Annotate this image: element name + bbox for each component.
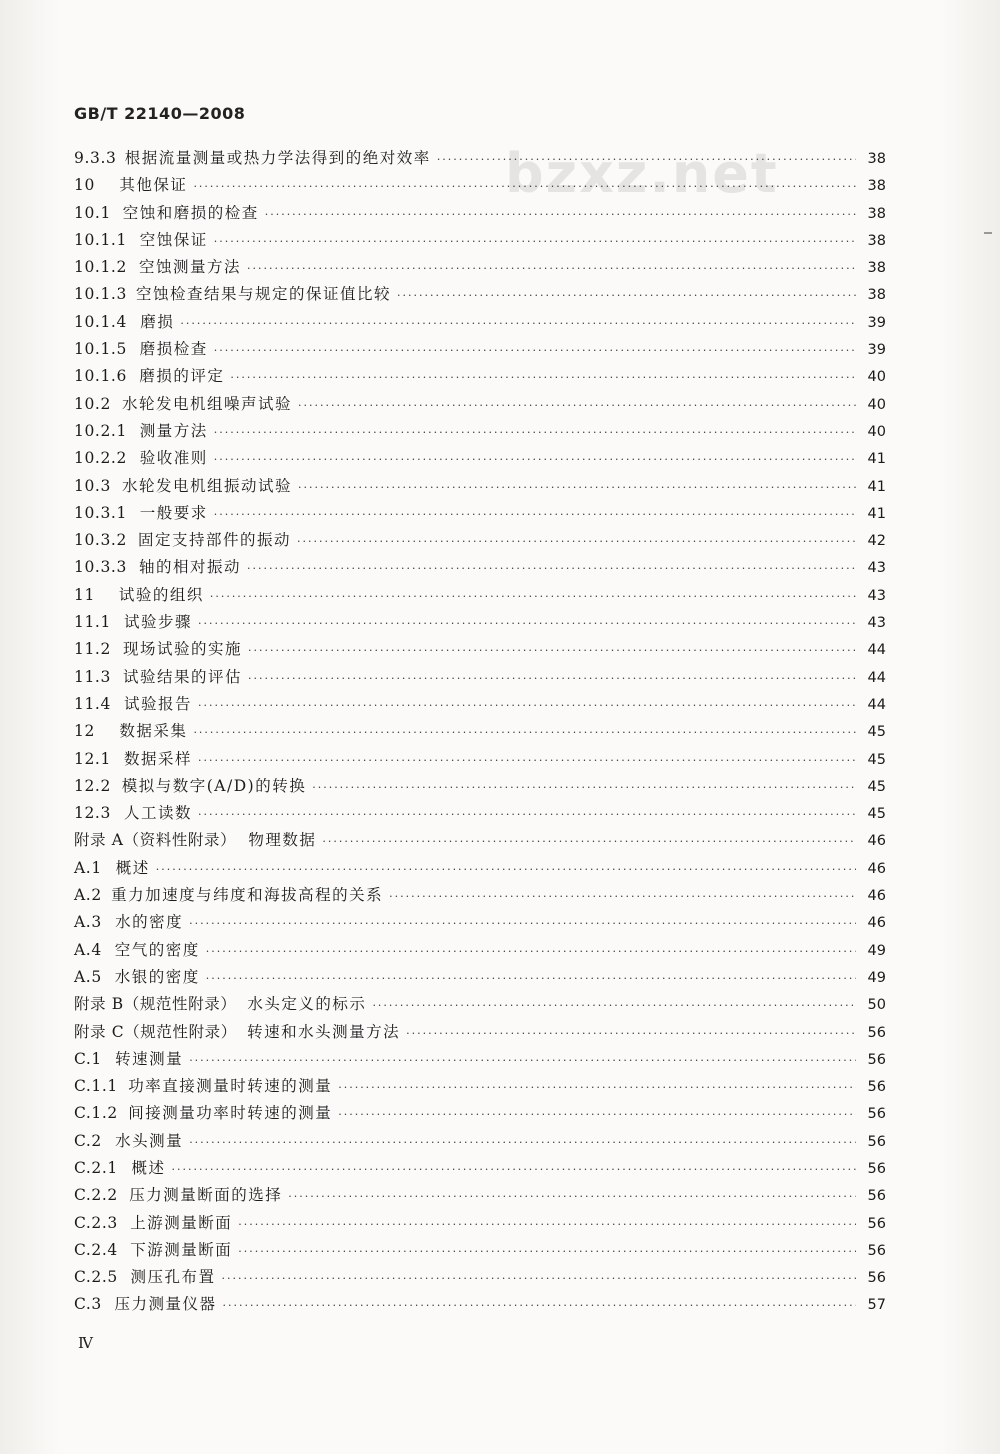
toc-entry: [74, 636, 886, 663]
toc-entry: [74, 746, 886, 773]
toc-entry-page: 46: [867, 888, 886, 905]
toc-entry-number: 10.2.1: [74, 421, 127, 440]
toc-entry: [74, 827, 886, 854]
toc-entry: [74, 281, 886, 308]
toc-entry-page: 45: [867, 751, 886, 768]
toc-entry-page: 44: [867, 642, 886, 659]
toc-entry-number: 10.3.3: [74, 558, 127, 577]
toc-entry-title: 水轮发电机组噪声试验: [122, 394, 293, 413]
toc-entry-title: 空蚀检查结果与规定的保证值比较: [136, 285, 392, 304]
toc-entry-number: C.2.2: [74, 1186, 118, 1205]
standard-number: GB/T 22140—2008: [74, 104, 246, 123]
toc-leader-dots: [222, 1265, 856, 1292]
toc-leader-dots: [193, 719, 856, 746]
toc-leader-dots: [214, 337, 856, 364]
toc-entry-number: A.2: [74, 886, 102, 905]
toc-leader-dots: [322, 828, 856, 855]
toc-entry-title: 试验步骤: [124, 613, 193, 632]
toc-leader-dots: [198, 610, 856, 637]
toc-entry-number: C.1.2: [74, 1104, 118, 1123]
toc-entry-title: 磨损检查: [139, 340, 208, 359]
toc-entry: [74, 473, 886, 500]
toc-entry-page: 38: [867, 151, 886, 167]
toc-entry-page: 38: [867, 205, 886, 222]
toc-leader-dots: [406, 1020, 856, 1047]
toc-entry-page: 39: [867, 342, 886, 359]
toc-entry-page: 39: [867, 314, 886, 331]
toc-entry-number: A.5: [74, 967, 102, 986]
toc-entry: [74, 582, 886, 609]
toc-entry-title: 试验的组织: [118, 585, 204, 604]
toc-entry-number: C.1: [74, 1049, 102, 1068]
toc-entry-title: 试验结果的评估: [123, 667, 243, 686]
toc-entry: [74, 200, 886, 227]
toc-leader-dots: [248, 637, 856, 664]
toc-entry-title: 重力加速度与纬度和海拔高程的关系: [111, 886, 384, 905]
toc-entry-title: 水头测量: [115, 1131, 184, 1150]
toc-entry-title: 测量方法: [139, 421, 208, 440]
toc-leader-dots: [238, 1211, 856, 1238]
toc-leader-dots: [156, 856, 856, 883]
toc-entry-title: 空蚀测量方法: [139, 258, 242, 277]
toc-entry-title: 水银的密度: [114, 967, 200, 986]
toc-entry-page: 49: [867, 942, 886, 959]
toc-entry-page: 41: [867, 451, 886, 468]
toc-entry-title: 人工读数: [124, 804, 193, 823]
toc-entry-page: 45: [867, 806, 886, 823]
toc-leader-dots: [214, 228, 856, 255]
toc-entry: [74, 309, 886, 336]
toc-entry-title: 水的密度: [115, 913, 184, 932]
toc-entry: [74, 227, 886, 254]
toc-entry: [74, 1291, 886, 1318]
toc-entry-page: 38: [867, 232, 886, 249]
toc-entry-title: 空蚀保证: [139, 230, 208, 249]
toc-entry-page: 43: [867, 587, 886, 604]
toc-entry: [74, 855, 886, 882]
toc-leader-dots: [312, 774, 856, 801]
toc-entry-number: 9.3.3: [74, 149, 117, 167]
toc-entry-number: 12: [74, 722, 95, 741]
toc-entry-number: A.4: [74, 940, 102, 959]
toc-leader-dots: [230, 364, 856, 391]
toc-entry: [74, 664, 886, 691]
toc-entry: [74, 773, 886, 800]
toc-entry-page: 42: [867, 533, 886, 550]
page-folio: Ⅳ: [78, 1334, 93, 1352]
toc-entry-page: 56: [867, 1160, 886, 1177]
toc-entry-page: 56: [867, 1079, 886, 1096]
toc-entry-title: 空气的密度: [114, 940, 200, 959]
toc-entry: [74, 1155, 886, 1182]
toc-entry-title: 概述: [131, 1158, 166, 1177]
toc-entry-page: 45: [867, 778, 886, 795]
toc-entry-title: 验收准则: [139, 449, 208, 468]
toc-entry-page: 56: [867, 1188, 886, 1205]
toc-entry-title: 磨损: [140, 312, 175, 331]
toc-leader-dots: [265, 201, 856, 228]
toc-entry-number: 11.4: [74, 694, 111, 713]
toc-entry-page: 44: [867, 669, 886, 686]
toc-entry-title: 数据采样: [124, 749, 193, 768]
toc-leader-dots: [338, 1101, 856, 1128]
toc-leader-dots: [238, 1238, 856, 1265]
toc-entry-title: 根据流量测量或热力学法得到的绝对效率: [124, 149, 431, 167]
toc-entry-title: 其他保证: [119, 176, 188, 195]
toc-entry-title: 压力测量仪器: [114, 1295, 217, 1314]
toc-entry-page: 56: [867, 1106, 886, 1123]
toc-leader-dots: [372, 992, 856, 1019]
toc-leader-dots: [437, 146, 856, 173]
toc-entry-number: 10.2.2: [74, 449, 127, 468]
toc-entry-page: 46: [867, 833, 886, 850]
toc-leader-dots: [338, 1074, 856, 1101]
toc-entry-title: 测压孔布置: [130, 1268, 216, 1287]
toc-entry: [74, 172, 886, 199]
toc-entry-title: 试验报告: [124, 694, 193, 713]
toc-entry: [74, 1073, 886, 1100]
toc-entry-title: 水头定义的标示: [247, 995, 367, 1014]
toc-entry-page: 56: [867, 1270, 886, 1287]
toc-entry: [74, 145, 886, 172]
toc-entry: [74, 609, 886, 636]
toc-leader-dots: [210, 583, 856, 610]
toc-entry: [74, 1237, 886, 1264]
toc-entry-page: 45: [867, 724, 886, 741]
toc-entry-title: 现场试验的实施: [123, 640, 243, 659]
toc-entry: [74, 882, 886, 909]
toc-entry-number: 11.3: [74, 667, 111, 686]
toc-entry: [74, 1182, 886, 1209]
toc-entry-page: 46: [867, 860, 886, 877]
toc-entry-page: 40: [867, 369, 886, 386]
toc-leader-dots: [180, 310, 856, 337]
toc-entry-title: 固定支持部件的振动: [138, 531, 292, 550]
watermark: bzxz.net: [505, 142, 779, 205]
toc-entry-title: 功率直接测量时转速的测量: [128, 1077, 333, 1096]
toc-leader-dots: [298, 392, 856, 419]
toc-entry-number: 10.1.5: [74, 340, 127, 359]
toc-leader-dots: [223, 1292, 856, 1319]
toc-entry-number: 10.1.6: [74, 367, 127, 386]
toc-entry-number: 10.2: [74, 394, 111, 413]
toc-entry-number: C.3: [74, 1295, 102, 1314]
toc-entry: [74, 554, 886, 581]
toc-entry-title: 水轮发电机组振动试验: [122, 476, 293, 495]
toc-entry: [74, 445, 886, 472]
toc-entry-number: 12.2: [74, 776, 111, 795]
toc-entry-title: 磨损的评定: [139, 367, 225, 386]
toc-leader-dots: [298, 474, 856, 501]
toc-entry-page: 40: [867, 396, 886, 413]
toc-entry-page: 56: [867, 1133, 886, 1150]
toc-leader-dots: [206, 965, 856, 992]
toc-leader-dots: [206, 938, 856, 965]
toc-entry: [74, 500, 886, 527]
toc-entry-page: 56: [867, 1242, 886, 1259]
toc-entry-number: C.2: [74, 1131, 102, 1150]
toc-entry-title: 压力测量断面的选择: [129, 1186, 283, 1205]
toc-entry-page: 43: [867, 615, 886, 632]
toc-leader-dots: [214, 419, 856, 446]
toc-entry-number: 11: [74, 585, 95, 604]
toc-entry-number: 10.1: [74, 203, 111, 222]
toc-entry-page: 41: [867, 505, 886, 522]
toc-entry-number: 10.1.1: [74, 230, 127, 249]
toc-leader-dots: [248, 665, 856, 692]
toc-entry-title: 转速和水头测量方法: [247, 1022, 401, 1041]
toc-entry: [74, 691, 886, 718]
toc-entry-number: 10.3: [74, 476, 111, 495]
toc-leader-dots: [198, 692, 856, 719]
toc-entry-page: 46: [867, 915, 886, 932]
toc-entry-page: 57: [867, 1297, 886, 1314]
toc-entry-number: A.1: [74, 858, 102, 877]
toc-entry: [74, 1128, 886, 1155]
toc-entry: [74, 418, 886, 445]
toc-entry-page: 43: [867, 560, 886, 577]
toc-leader-dots: [189, 1129, 856, 1156]
toc-entry-title: 概述: [115, 858, 150, 877]
toc-entry-page: 38: [867, 260, 886, 277]
toc-entry-page: 40: [867, 423, 886, 440]
toc-leader-dots: [172, 1156, 856, 1183]
toc-entry: [74, 991, 886, 1018]
edge-mark: [984, 232, 992, 234]
toc-entry-number: C.1.1: [74, 1077, 118, 1096]
toc-entry-number: 12.1: [74, 749, 111, 768]
toc-entry: [74, 1210, 886, 1237]
toc-leader-dots: [247, 555, 856, 582]
toc-leader-dots: [193, 173, 856, 200]
toc-leader-dots: [214, 501, 856, 528]
toc-entry-number: 11.1: [74, 613, 111, 632]
toc-leader-dots: [214, 446, 856, 473]
toc-leader-dots: [198, 801, 856, 828]
toc-entry-number: C.2.3: [74, 1213, 118, 1232]
toc-entry: [74, 363, 886, 390]
toc-entry-number: 10.3.2: [74, 531, 127, 550]
toc-leader-dots: [297, 528, 856, 555]
toc-entry-page: 50: [867, 997, 886, 1014]
toc-entry-number: 附录 C（规范性附录）: [74, 1022, 237, 1041]
toc-entry-number: 10.1.4: [74, 312, 127, 331]
toc-leader-dots: [397, 282, 856, 309]
toc-entry-number: 10.1.3: [74, 285, 127, 304]
toc-entry-number: C.2.4: [74, 1240, 118, 1259]
toc-entry-number: 11.2: [74, 640, 111, 659]
toc-entry-page: 56: [867, 1215, 886, 1232]
toc-entry-title: 轴的相对振动: [139, 558, 242, 577]
toc-entry-page: 56: [867, 1024, 886, 1041]
toc-entry-number: C.2.1: [74, 1158, 118, 1177]
toc-entry-page: 44: [867, 696, 886, 713]
toc-entry: [74, 1046, 886, 1073]
toc-entry-number: 10: [74, 176, 95, 195]
toc-leader-dots: [288, 1183, 856, 1210]
toc-entry-number: 附录 A（资料性附录）: [74, 831, 237, 850]
toc-entry-title: 物理数据: [248, 831, 317, 850]
toc-entry-title: 一般要求: [139, 503, 208, 522]
toc-entry: [74, 1264, 886, 1291]
toc-entry: [74, 1019, 886, 1046]
toc-entry-number: 10.3.1: [74, 503, 127, 522]
toc-entry: [74, 937, 886, 964]
toc-entry-title: 数据采集: [119, 722, 188, 741]
toc-entry-number: A.3: [74, 913, 102, 932]
toc-entry-number: 附录 B（规范性附录）: [74, 995, 237, 1014]
toc-entry-page: 41: [867, 478, 886, 495]
toc-leader-dots: [189, 910, 856, 937]
toc-entry: [74, 800, 886, 827]
toc-entry-number: 12.3: [74, 804, 111, 823]
toc-leader-dots: [389, 883, 856, 910]
toc-entry-number: C.2.5: [74, 1268, 118, 1287]
toc-entry-title: 空蚀和磨损的检查: [122, 203, 259, 222]
toc-leader-dots: [247, 255, 856, 282]
toc-leader-dots: [198, 747, 856, 774]
toc-entry-title: 上游测量断面: [130, 1213, 233, 1232]
toc-entry-title: 转速测量: [115, 1049, 184, 1068]
toc-entry: [74, 1100, 886, 1127]
toc-entry-page: 56: [867, 1051, 886, 1068]
toc-entry: [74, 718, 886, 745]
toc-entry: [74, 336, 886, 363]
toc-entry-page: 49: [867, 969, 886, 986]
toc-entry-title: 间接测量功率时转速的测量: [128, 1104, 333, 1123]
toc-entry-number: 10.1.2: [74, 258, 127, 277]
toc-entry: [74, 527, 886, 554]
toc-leader-dots: [189, 1047, 856, 1074]
toc-entry-title: 下游测量断面: [130, 1240, 233, 1259]
toc-entry-page: 38: [867, 178, 886, 195]
toc-entry: [74, 909, 886, 936]
table-of-contents: [74, 145, 886, 1319]
toc-entry: [74, 964, 886, 991]
toc-entry: [74, 391, 886, 418]
toc-entry-title: 模拟与数字(A/D)的转换: [121, 776, 307, 795]
toc-entry-page: 38: [867, 287, 886, 304]
toc-entry: [74, 254, 886, 281]
